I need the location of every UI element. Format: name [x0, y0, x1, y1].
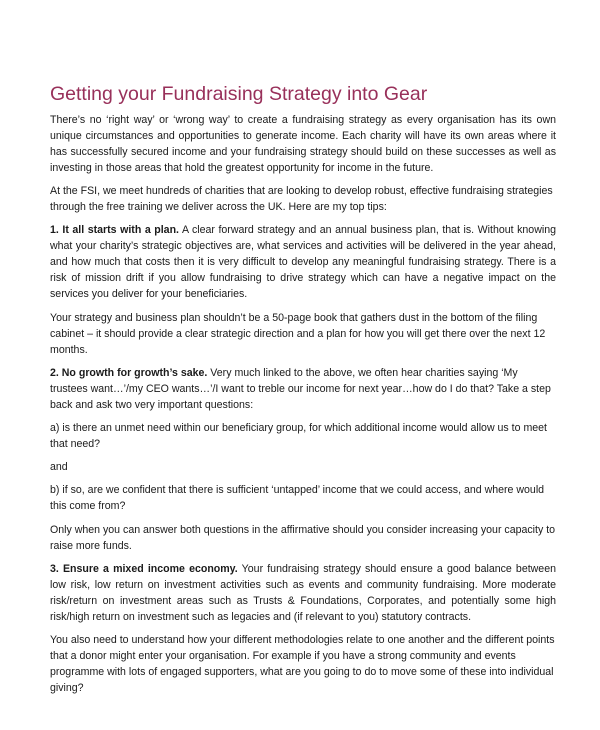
document-title: Getting your Fundraising Strategy into Gear: [50, 83, 428, 105]
tip-1-paragraph: [50, 222, 556, 302]
document-body: [50, 112, 556, 703]
fsi-paragraph: At the FSI, we meet hundreds of charities that are looking to develop robust, effective fundraising strategies through the free training we deliver across the UK. Here are my top tips:: [50, 185, 553, 214]
tip-2-and: and: [50, 461, 68, 474]
tip-1-text: A clear forward strategy and an annual business plan, that is. Without knowing what your charity’s strategic objectives are, what services and activities will be delivered in the year ahead, and how much that costs then it is very difficult to develop any meaningful fundraising strategy. There is a risk of mission drift if you allow fundraising to drive strategy which can have a negative impact on the services you deliver for your beneficiaries.: [50, 224, 556, 301]
tip-3-followup: You also need to understand how your different methodologies relate to one another and the different points that a donor might enter your organisation. For example if you have a strong community and events programme with lots of engaged supporters, what are you going to do to move some of these into individual giving?: [50, 633, 555, 694]
tip-2-paragraph: [50, 365, 556, 413]
tip-3-heading: 3. Ensure a mixed income economy.: [50, 562, 238, 575]
tip-2-followup: Only when you can answer both questions in the affirmative should you consider increasing your capacity to raise more funds.: [50, 523, 556, 552]
tip-1-followup: Your strategy and business plan shouldn’t be a 50-page book that gathers dust in the bottom of the filing cabinet – it should provide a clear strategic direction and a plan for how you will get there over the next 12 months.: [50, 311, 546, 356]
tip-2-text: Very much linked to the above, we often hear charities saying ‘My trustees want…’/my CEO wants…’/I want to treble our income for next year…how do I do that? Take a step back and ask two very important questions:: [50, 366, 551, 411]
tip-2-question-b: b) if so, are we confident that there is sufficient ‘untapped’ income that we could access, and where would this come from?: [50, 484, 545, 513]
tip-3-text: Your fundraising strategy should ensure a good balance between low risk, low return on investment activities such as events and community fundraising. More moderate risk/return on investment areas such as Trusts & Foundations, Corporates, and potentially some high risk/high return on investment such as legacies and (if relevant to you) statutory contracts.: [50, 562, 556, 623]
tip-3-paragraph: [50, 561, 556, 625]
intro-paragraph: There’s no ‘right way’ or ‘wrong way’ to create a fundraising strategy as every organisation has its own unique circumstances and opportunities to generate income. Each charity will have its own areas where it has successfully secured income and your fundraising strategy should build on these successes as well as investing in those areas that hold the greatest opportunity for income in the future.: [50, 114, 556, 174]
tip-1-heading: 1. It all starts with a plan.: [50, 224, 179, 237]
tip-2-question-a: a) is there an unmet need within our beneficiary group, for which additional income would allow us to meet that need?: [50, 421, 548, 450]
tip-2-heading: 2. No growth for growth’s sake.: [50, 366, 208, 379]
